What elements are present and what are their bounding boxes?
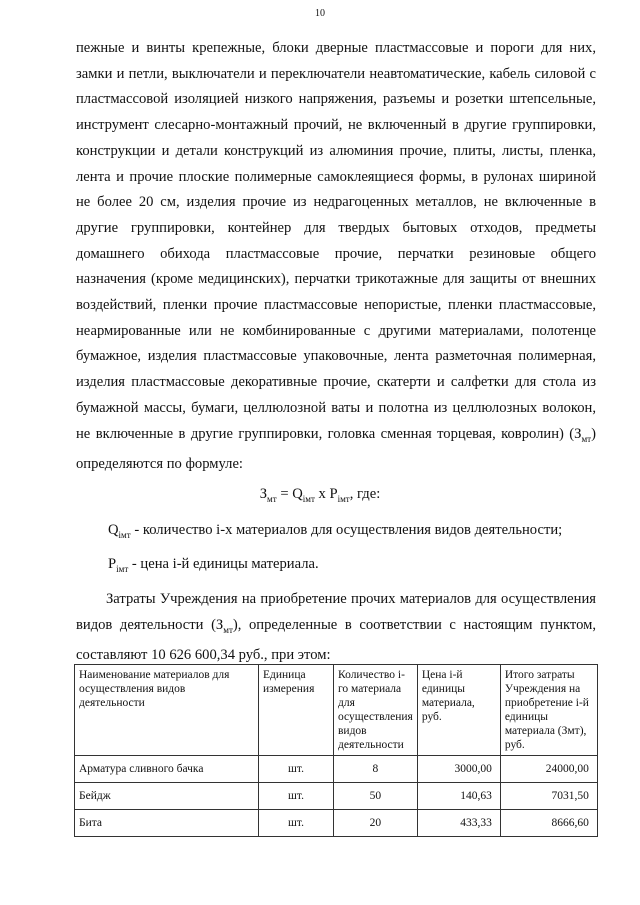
materials-table: [74, 664, 598, 837]
formula-tail: , где:: [349, 486, 381, 502]
costs-text-b: ), определенные в соответствии с настоящим пунктом, составляют 10 626 600,34 руб., при этом:: [76, 616, 596, 664]
formula-lhs-sub: мт: [267, 493, 277, 504]
col-header-quantity: Количество i-го материала для осуществления видов деятельности: [334, 665, 418, 756]
table-header-row: [75, 665, 598, 756]
cell-quantity: 50: [334, 783, 418, 810]
table-row: [75, 756, 598, 783]
formula-eq: = Q: [276, 486, 303, 502]
cell-price: 3000,00: [417, 756, 500, 783]
body-paragraph: [76, 36, 596, 478]
subscript: мт: [581, 433, 592, 444]
paragraph-text: пежные и винты крепежные, блоки дверные пластмассовые и пороги для них, замки и петли, выключатели и переключатели неавтоматические, кабель силовой с пластмассовой изоляцией низкого напряжения, разъемы и розетки штепсельные, инструмент слесарно-монтажный прочий, не включенный в другие группировки, конструкции и детали конструкций из алюминия прочие, плиты, листы, пленка, лента и прочие плоские полимерные самоклеящиеся формы, в рулонах шириной не более 20 см, изделия прочие из недрагоценных металлов, не включенные в другие группировки, контейнер для твердых бытовых отходов, предметы домашнего обихода пластмассовые прочие, перчатки резиновые общего назначения (кроме медицинских), перчатки трикотажные для защиты от внешних воздействий, пленки прочие пластмассовые непористые, пленки пластмассовые, неармированные или не комбинированные с другими материалами, полотенце бумажное, изделия пластмассовые упаковочные, лента разметочная полимерная, изделия пластмассовые декоративные прочие, скатерти и салфетки для стола из бумажной массы, бумаги, целлюлозной ваты и полотна из целлюлозных волокон, не включенные в другие группировки, головка сменная торцевая, ковролин) (З: [76, 40, 596, 442]
costs-paragraph: [76, 587, 596, 669]
col-header-name: Наименование материалов для осуществления видов деятельности: [75, 665, 259, 756]
cell-name: Арматура сливного бачка: [75, 756, 259, 783]
cell-unit: шт.: [259, 783, 334, 810]
costs-sub: мт: [223, 624, 233, 635]
formula-p-sub: iмт: [337, 493, 350, 504]
def-q-symbol: Q: [108, 522, 119, 538]
def-p-sub: iмт: [116, 563, 129, 574]
cell-name: Бейдж: [75, 783, 259, 810]
cell-price: 433,33: [417, 810, 500, 837]
cell-name: Бита: [75, 810, 259, 837]
table-row: [75, 783, 598, 810]
page-number: 10: [315, 8, 325, 19]
cell-unit: шт.: [259, 810, 334, 837]
formula-q-sub: iмт: [302, 493, 315, 504]
formula: [0, 486, 640, 504]
definition-p: [108, 556, 319, 574]
paragraph-text-end: ) определяются по формуле:: [76, 425, 596, 473]
def-p-symbol: P: [108, 556, 117, 572]
col-header-total: Итого затраты Учреждения на приобретение i-й единицы материала (Змт), руб.: [500, 665, 597, 756]
col-header-price: Цена i-й единицы материала, руб.: [417, 665, 500, 756]
def-p-text: - цена i-й единицы материала.: [128, 556, 319, 572]
definition-q: [108, 522, 562, 540]
cell-total: 8666,60: [500, 810, 597, 837]
cell-unit: шт.: [259, 756, 334, 783]
formula-lhs: З: [259, 486, 268, 502]
cell-quantity: 20: [334, 810, 418, 837]
col-header-unit: Единица измерения: [259, 665, 334, 756]
def-q-sub: iмт: [118, 529, 131, 540]
cell-total: 7031,50: [500, 783, 597, 810]
formula-times: x P: [314, 486, 338, 502]
cell-price: 140,63: [417, 783, 500, 810]
def-q-text: - количество i-х материалов для осуществления видов деятельности;: [130, 522, 563, 538]
table-row: [75, 810, 598, 837]
cell-total: 24000,00: [500, 756, 597, 783]
costs-text-a: Затраты Учреждения на приобретение прочих материалов для осуществления видов деятельности (З: [76, 591, 596, 633]
cell-quantity: 8: [334, 756, 418, 783]
